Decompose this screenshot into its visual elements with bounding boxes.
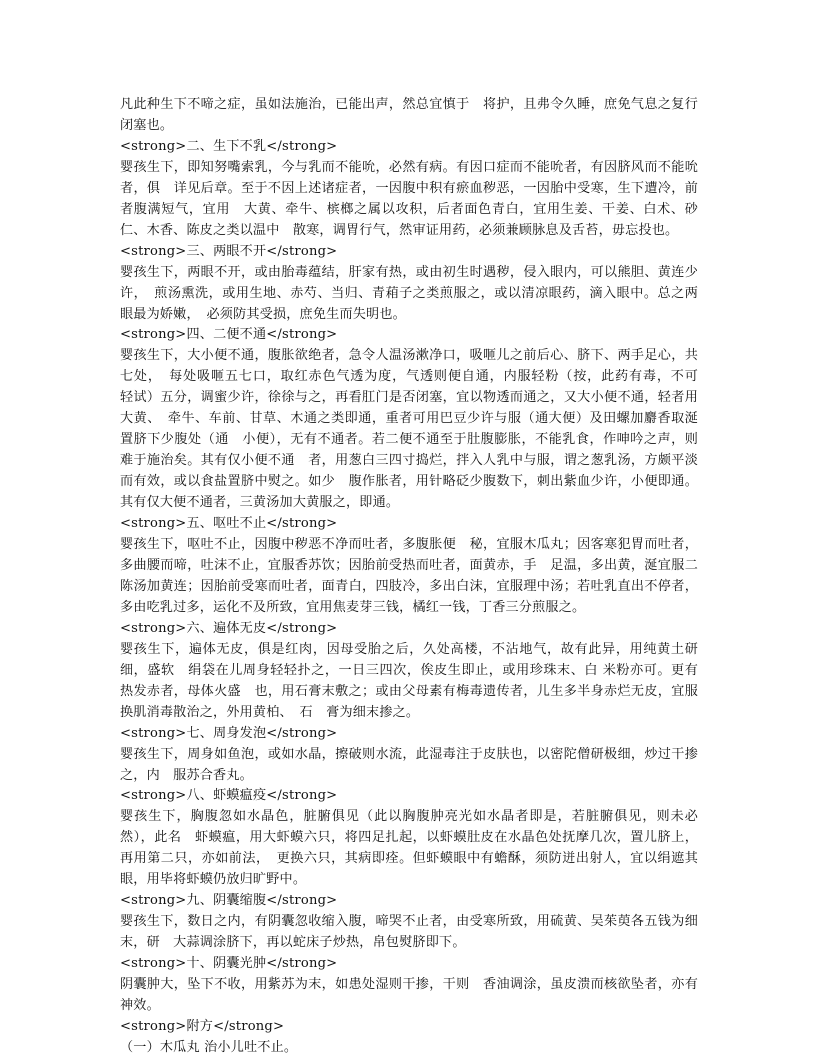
section-heading-7: <strong>七、周身发泡</strong>	[120, 725, 338, 741]
section-heading-6: <strong>六、遍体无皮</strong>	[120, 620, 338, 636]
paragraph-intro: 凡此种生下不啼之症，虽如法施治，已能出声，然总宜慎于 将护，且弗令久睡，庶免气息之复行闭塞也。	[120, 97, 698, 133]
paragraph-section-2: 婴孩生下，即知努嘴索乳，今与乳而不能吮，必然有病。有因口症而不能吮者，有因脐风而不能吮者，俱 详见后章。至于不因上述诸症者，一因腹中积有瘀血秽恶，一因胎中受寒，生下遭冷，前者腹满短气，宜用 大黄、牵牛、槟榔之属以攻积，后者面色青白，宜用生姜、干姜、白术、砂仁、木香、陈皮之类以温中 散寒，调胃行气，然审证用药，必须兼顾脉息及舌苔，毋忘投也。	[120, 159, 698, 238]
paragraph-section-9: 婴孩生下，数日之内，有阴囊忽收缩入腹，啼哭不止者，由受寒所致，用硫黄、吴茱萸各五钱为细末，研 大蒜调涂脐下，再以蛇床子炒热，帛包熨脐即下。	[120, 914, 698, 951]
paragraph-section-5: 婴孩生下，呕吐不止，因腹中秽恶不净而吐者，多腹胀便 秘，宜服木瓜丸；因客寒犯胃而吐者，多曲腰而啼，吐沫不止，宜服香苏饮；因胎前受热而吐者，面黄赤，手 足温，多出黄，涎宜服二陈汤加黄连；因胎前受寒而吐者，面青白，四肢冷，多出白沫，宜服理中汤；若吐乳直出不停者，多由吃乳过多，运化不及所致，宜用焦麦芽三钱，橘红一钱，丁香三分煎服之。	[120, 537, 698, 615]
section-heading-4: <strong>四、二便不通</strong>	[120, 327, 338, 343]
paragraph-section-4: 婴孩生下，大小便不通，腹胀欲绝者，急令人温汤漱净口，吸咂儿之前后心、脐下、两手足心，共七处， 每处吸咂五七口，取红赤色气透为度，气透则便自通，内服轻粉（按，此药有毒，不可 轻试）五分，调蜜少许，徐徐与之，再看肛门是否闭塞，宜以物透而通之，又大小便不通，轻者用大黄、 牵牛、车前、甘草、木通之类即通，重者可用巴豆少许与服（通大便）及田螺加麝香取涎置脐下少腹处（通 小便），无有不通者。若二便不通至于肚腹膨胀，不能乳食，作呻吟之声，则难于施治矣。其有仅小便不通 者，用葱白三四寸捣烂，拌入人乳中与服，谓之葱乳汤，方颇平淡而有效，或以食盐置脐中熨之。如少 腹作胀者，用针略砭少腹数下，刺出紫血少许，小便即通。其有仅大便不通者，三黄汤加大黄服之，即通。	[120, 348, 712, 511]
section-heading-9: <strong>九、阴囊缩腹</strong>	[120, 893, 338, 909]
paragraph-section-3: 婴孩生下，两眼不开，或由胎毒蕴结，肝家有热，或由初生时遇秽，侵入眼内，可以熊胆、黄连少许， 煎汤熏洗，或用生地、赤芍、当归、青葙子之类煎服之，或以清凉眼药，滴入眼中。总之两眼最为娇嫩， 必须防其受损，庶免生而失明也。	[120, 264, 698, 322]
paragraph-section-10: 阴囊肿大，坠下不收，用紫苏为末，如患处湿则干掺，干则 香油调涂，虽皮溃而核欲坠者，亦有神效。	[120, 977, 698, 1013]
section-heading-2: <strong>二、生下不乳</strong>	[120, 138, 338, 154]
appendix-item-1: （一）木瓜丸 治小儿吐不止。	[120, 1039, 298, 1055]
paragraph-section-6: 婴孩生下，遍体无皮，俱是红肉，因母受胎之后，久处高楼，不沾地气，故有此异，用纯黄土研细，盛软 绢袋在儿周身轻轻扑之，一日三四次，俟皮生即止，或用珍珠末、白 米粉亦可。更有 热发赤者，母体火盛 也，用石膏末敷之；或由父母素有梅毒遗传者，儿生多半身赤烂无皮，宜服换肌消毒散治之，外用黄柏、 石 膏为细末掺之。	[120, 641, 698, 720]
section-heading-3: <strong>三、两眼不开</strong>	[120, 243, 338, 259]
section-heading-10: <strong>十、阴囊光肿</strong>	[120, 956, 338, 972]
document-page	[120, 95, 712, 1059]
paragraph-section-8: 婴孩生下，胸腹忽如水晶色，脏腑俱见（此以胸腹肿亮光如水晶者即是，若脏腑俱见，则未必然），此名 虾蟆瘟，用大虾蟆六只，将四足扎起，以虾蟆肚皮在水晶色处抚摩几次，置儿脐上，再用第二只，亦如前法， 更换六只，其病即痊。但虾蟆眼中有蟾酥，须防迸出射人，宜以绢遮其眼，用毕将虾蟆仍放归旷野中。	[120, 809, 698, 888]
section-heading-8: <strong>八、虾蟆瘟疫</strong>	[120, 788, 338, 804]
appendix-heading: <strong>附方</strong>	[120, 1018, 285, 1034]
paragraph-section-7: 婴孩生下，周身如鱼泡，或如水晶，擦破则水流，此湿毒注于皮肤也，以密陀僧研极细，炒过干掺之，内 服苏合香丸。	[120, 746, 698, 783]
section-heading-5: <strong>五、呕吐不止</strong>	[120, 516, 338, 532]
